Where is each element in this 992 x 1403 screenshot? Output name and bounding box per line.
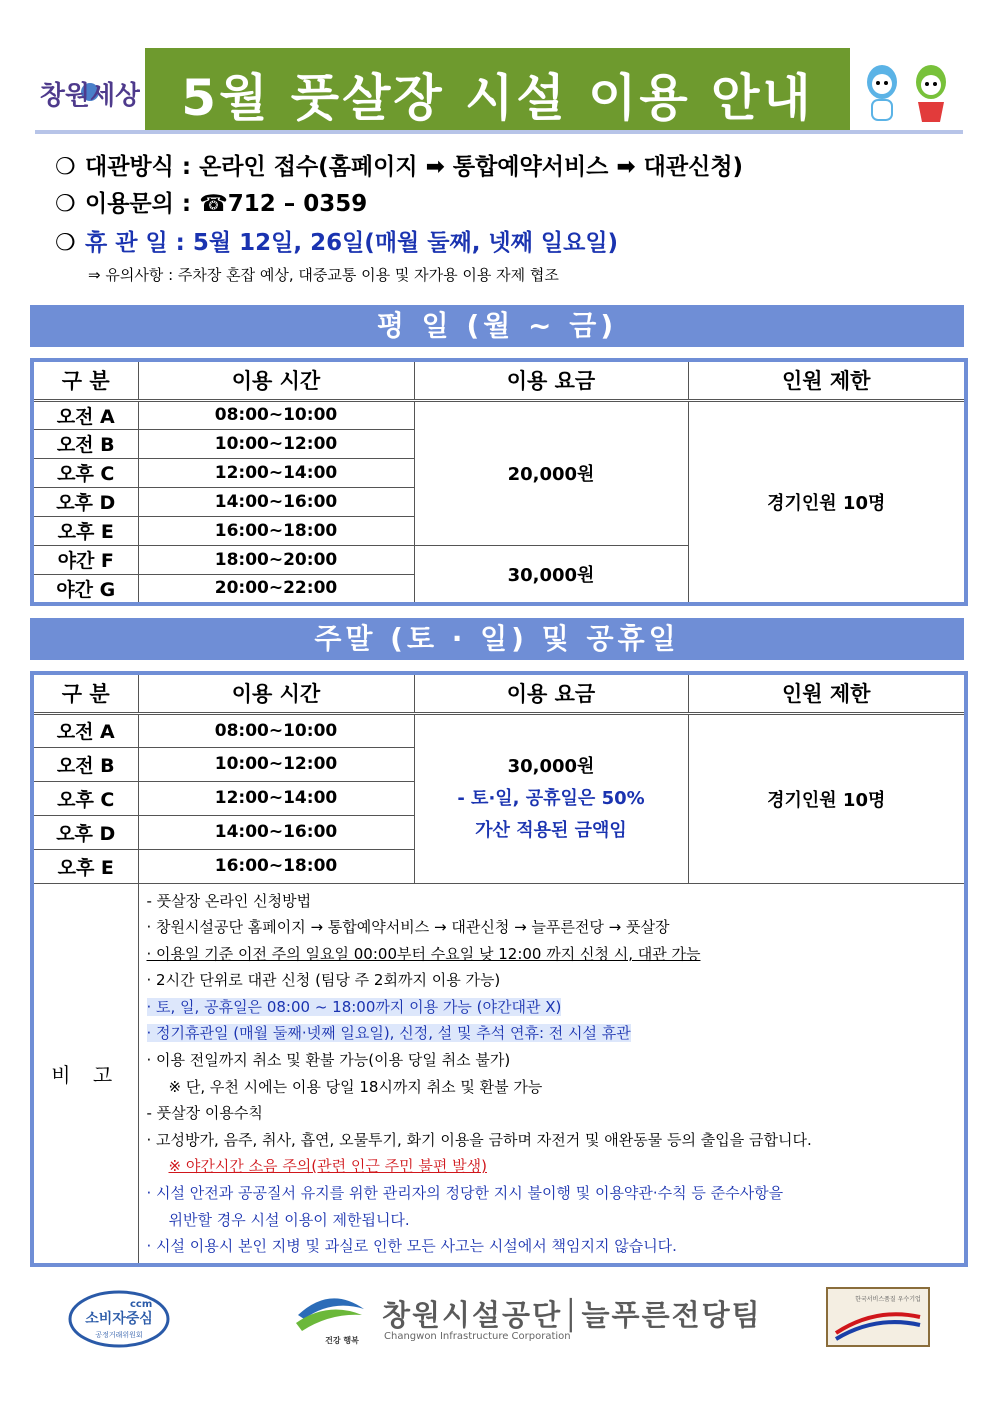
note-line: · 시설 이용시 본인 지병 및 과실로 인한 모든 사고는 시설에서 책임지지 않습니다. [146,1237,677,1256]
player-limit: 경기인원 10명 [688,400,966,604]
slot-time: 12:00~14:00 [138,781,414,815]
slot-time: 14:00~16:00 [138,815,414,849]
changwon-logo [40,62,140,122]
table-row [32,713,966,747]
slot-label: 야간 F [32,545,138,574]
header-time: 이용 시간 [138,673,414,713]
note-line [147,1020,965,1047]
title-bar [145,48,850,130]
slot-time: 10:00~12:00 [138,429,414,458]
page-title: 5월 풋살장 시설 이용 안내 [181,69,814,127]
ccm-text: 소비자중심 [85,1311,153,1327]
weekend-table [30,671,968,1267]
fee-weekend [414,713,688,883]
slot-label: 오후 E [32,849,138,883]
header-time: 이용 시간 [138,360,414,400]
note-line: ※ 단, 우천 시에는 이용 당일 18시까지 취소 및 환불 가능 [168,1077,543,1096]
header-fee: 이용 요금 [414,360,688,400]
slot-time: 18:00~20:00 [138,545,414,574]
bullet-icon: ❍ [55,230,76,256]
slot-time: 14:00~16:00 [138,487,414,516]
note-highlight: · 토, 일, 공휴일은 08:00 ~ 18:00까지 이용 가능 (야간대관 X) [146,997,562,1016]
notice: ⇒ 유의사항 : 주차장 혼잡 예상, 대중교통 이용 및 자가용 이용 자제 협조 [88,266,559,284]
slot-time: 08:00~10:00 [138,400,414,429]
inquiry-line [55,185,367,218]
weekday-section-title: 평 일 (월 ~ 금) [30,305,964,347]
slot-time: 16:00~18:00 [138,849,414,883]
fee-day: 20,000원 [414,400,688,545]
note-line: - 풋살장 이용수칙 [146,1104,263,1123]
slot-time: 16:00~18:00 [138,516,414,545]
fee-note-1: - 토·일, 공휴일은 50% [457,787,645,809]
slot-time: 12:00~14:00 [138,458,414,487]
note-line: · 2시간 단위로 대관 신청 (팀당 주 2회까지 이용 가능) [146,971,501,990]
note-line: · 창원시설공단 홈페이지 → 통합예약서비스 → 대관신청 → 늘푸른전당 → 풋살장 [146,918,670,937]
header-category: 구 분 [32,360,138,400]
notes-label: 비 고 [32,883,138,1265]
slot-label: 오전 B [32,747,138,781]
fee-amount: 30,000원 [507,755,595,777]
fee-night: 30,000원 [414,545,688,604]
note-line: · 이용 전일까지 취소 및 환불 가능(이용 당일 취소 불가) [146,1051,511,1070]
logo-text: 창원세상 [40,81,140,111]
corp-slogan: 건강 행복 [325,1336,359,1345]
slot-label: 오후 C [32,781,138,815]
closed-days: 휴 관 일 : 5월 12일, 26일(매월 둘째, 넷째 일요일) [85,230,619,256]
note-line [147,994,965,1021]
slot-label: 오전 A [32,713,138,747]
note-line: ※ 야간시간 소음 주의(관련 인근 주민 불편 발생) [168,1157,487,1176]
fee-note-2: 가산 적용된 금액임 [475,819,627,841]
slot-label: 야간 G [32,574,138,604]
note-line: 위반할 경우 시설 이용이 제한됩니다. [168,1210,410,1229]
ccm-sub: 공정거래위원회 [95,1331,143,1339]
corp-name: 창원시설공단│늘푸른전당팀 [382,1298,762,1332]
slot-label: 오후 D [32,487,138,516]
header-category: 구 분 [32,673,138,713]
weekend-section-title: 주말 (토 · 일) 및 공휴일 [30,618,964,660]
slot-label: 오후 E [32,516,138,545]
slot-time: 20:00~22:00 [138,574,414,604]
header-limit: 인원 제한 [688,673,966,713]
ccm-logo [68,1290,170,1348]
slot-time: 10:00~12:00 [138,747,414,781]
closed-days-line [55,224,618,257]
weekday-table [30,358,968,606]
note-highlight: · 정기휴관일 (매월 둘째·넷째 일요일), 신정, 설 및 추석 연휴: 전 시설 휴관 [146,1024,631,1043]
header-divider [35,130,963,134]
note-line: · 시설 안전과 공공질서 유지를 위한 관리자의 정당한 지시 불이행 및 이용약관·수칙 등 준수사항을 [146,1184,784,1203]
table-header-row [32,360,966,400]
slot-label: 오전 A [32,400,138,429]
service-cert-logo [826,1287,930,1347]
rental-method-line [55,148,743,181]
table-row [32,400,966,429]
slot-label: 오후 C [32,458,138,487]
slot-label: 오후 D [32,815,138,849]
corp-english: Changwon Infrastructure Corporation [384,1331,571,1342]
table-header-row [32,673,966,713]
inquiry: 이용문의 : ☎712 – 0359 [85,191,368,217]
ccm-mark: ccm [130,1299,153,1310]
note-line: · 이용일 기준 이전 주의 일요일 00:00부터 수요일 낮 12:00 까지 신청 시, 대관 가능 [146,944,701,963]
note-line: - 풋살장 온라인 신청방법 [146,891,312,910]
header-limit: 인원 제한 [688,360,966,400]
corp-logo-icon [290,1287,370,1347]
rental-method: 대관방식 : 온라인 접수(홈페이지 ➡ 통합예약서비스 ➡ 대관신청) [85,154,744,180]
mascot-icon [858,60,958,126]
bullet-icon: ❍ [55,154,76,180]
notes-row [32,883,966,1265]
note-line: · 고성방가, 음주, 취사, 흡연, 오물투기, 화기 이용을 금하며 자전거 및 애완동물 등의 출입을 금합니다. [146,1130,812,1149]
cert-text: 한국서비스품질 우수기업 [855,1296,921,1303]
header-fee: 이용 요금 [414,673,688,713]
slot-time: 08:00~10:00 [138,713,414,747]
player-limit: 경기인원 10명 [688,713,966,883]
slot-label: 오전 B [32,429,138,458]
bullet-icon: ❍ [55,191,76,217]
notes-content [138,883,966,1265]
